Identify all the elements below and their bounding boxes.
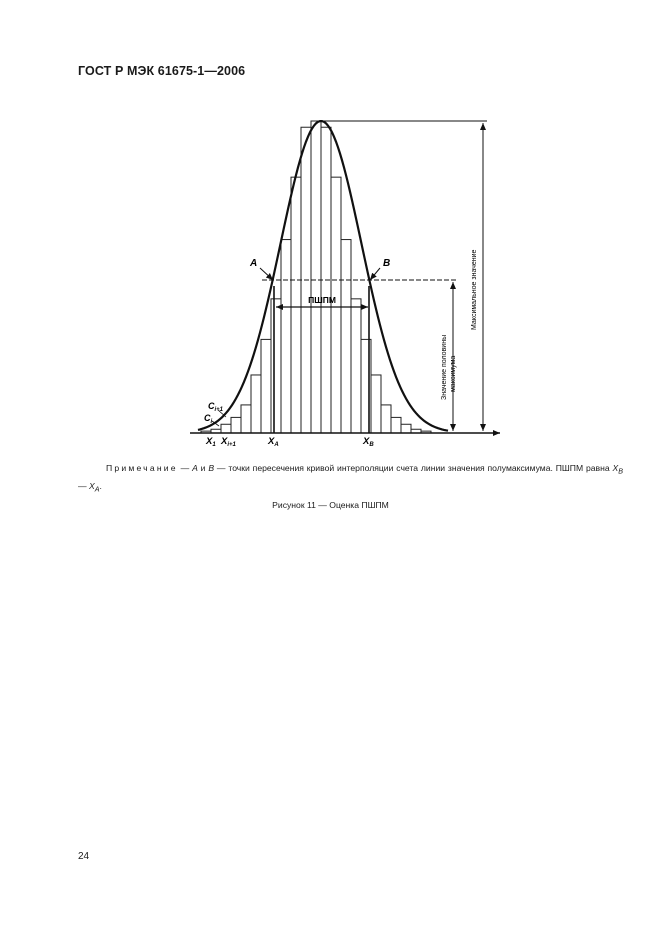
page-number: 24 bbox=[78, 851, 90, 862]
label-x-a: $X_A$ bbox=[268, 436, 279, 448]
histogram-bar bbox=[371, 375, 381, 433]
document-header: ГОСТ Р МЭК 61675-1—2006 bbox=[78, 64, 246, 78]
point-b-pointer bbox=[370, 268, 380, 280]
histogram-bar bbox=[351, 299, 361, 433]
histogram-bar bbox=[281, 240, 291, 433]
label-c-i: $C_i$ bbox=[204, 413, 213, 425]
histogram-bar bbox=[241, 405, 251, 433]
label-point-b: B bbox=[383, 258, 391, 269]
label-x-b: $X_B$ bbox=[363, 436, 374, 448]
histogram-bar bbox=[311, 121, 321, 433]
label-half-max-line1: Значение половины bbox=[441, 334, 448, 400]
histogram-bar bbox=[341, 240, 351, 433]
interpolation-curve bbox=[198, 121, 448, 431]
label-maximum-value: Максимальное значение bbox=[471, 249, 478, 330]
histogram-bar bbox=[381, 405, 391, 433]
histogram-bar bbox=[221, 424, 231, 433]
histogram-bar bbox=[261, 339, 271, 433]
label-c-i1: $C_{i+1}$ bbox=[208, 401, 224, 413]
histogram-bar bbox=[251, 375, 261, 433]
label-x-i1: $X_{i+1}$ bbox=[221, 436, 236, 448]
label-half-max-line2: максимума bbox=[450, 355, 457, 392]
histogram-bar bbox=[231, 417, 241, 433]
note-label: Примечание bbox=[106, 463, 178, 473]
label-point-a: A bbox=[250, 258, 258, 269]
histogram-bar bbox=[271, 299, 281, 433]
histogram-bar bbox=[401, 424, 411, 433]
figure-caption: Рисунок 11 — Оценка ПШПМ bbox=[272, 500, 389, 510]
label-fwhm: ПШПМ bbox=[308, 295, 336, 305]
point-a-pointer bbox=[260, 268, 273, 280]
label-x-1: $X_1$ bbox=[206, 436, 216, 448]
histogram-bar bbox=[391, 417, 401, 433]
histogram-bar bbox=[291, 177, 301, 433]
histogram-bars bbox=[201, 121, 431, 433]
figure-note: Примечание — A и B — точки пересечения кривой интерполяции счета линии значения полумаксимума. ПШПМ равна $X_B$ — $X_A$. bbox=[78, 463, 623, 494]
histogram-bar bbox=[331, 177, 341, 433]
